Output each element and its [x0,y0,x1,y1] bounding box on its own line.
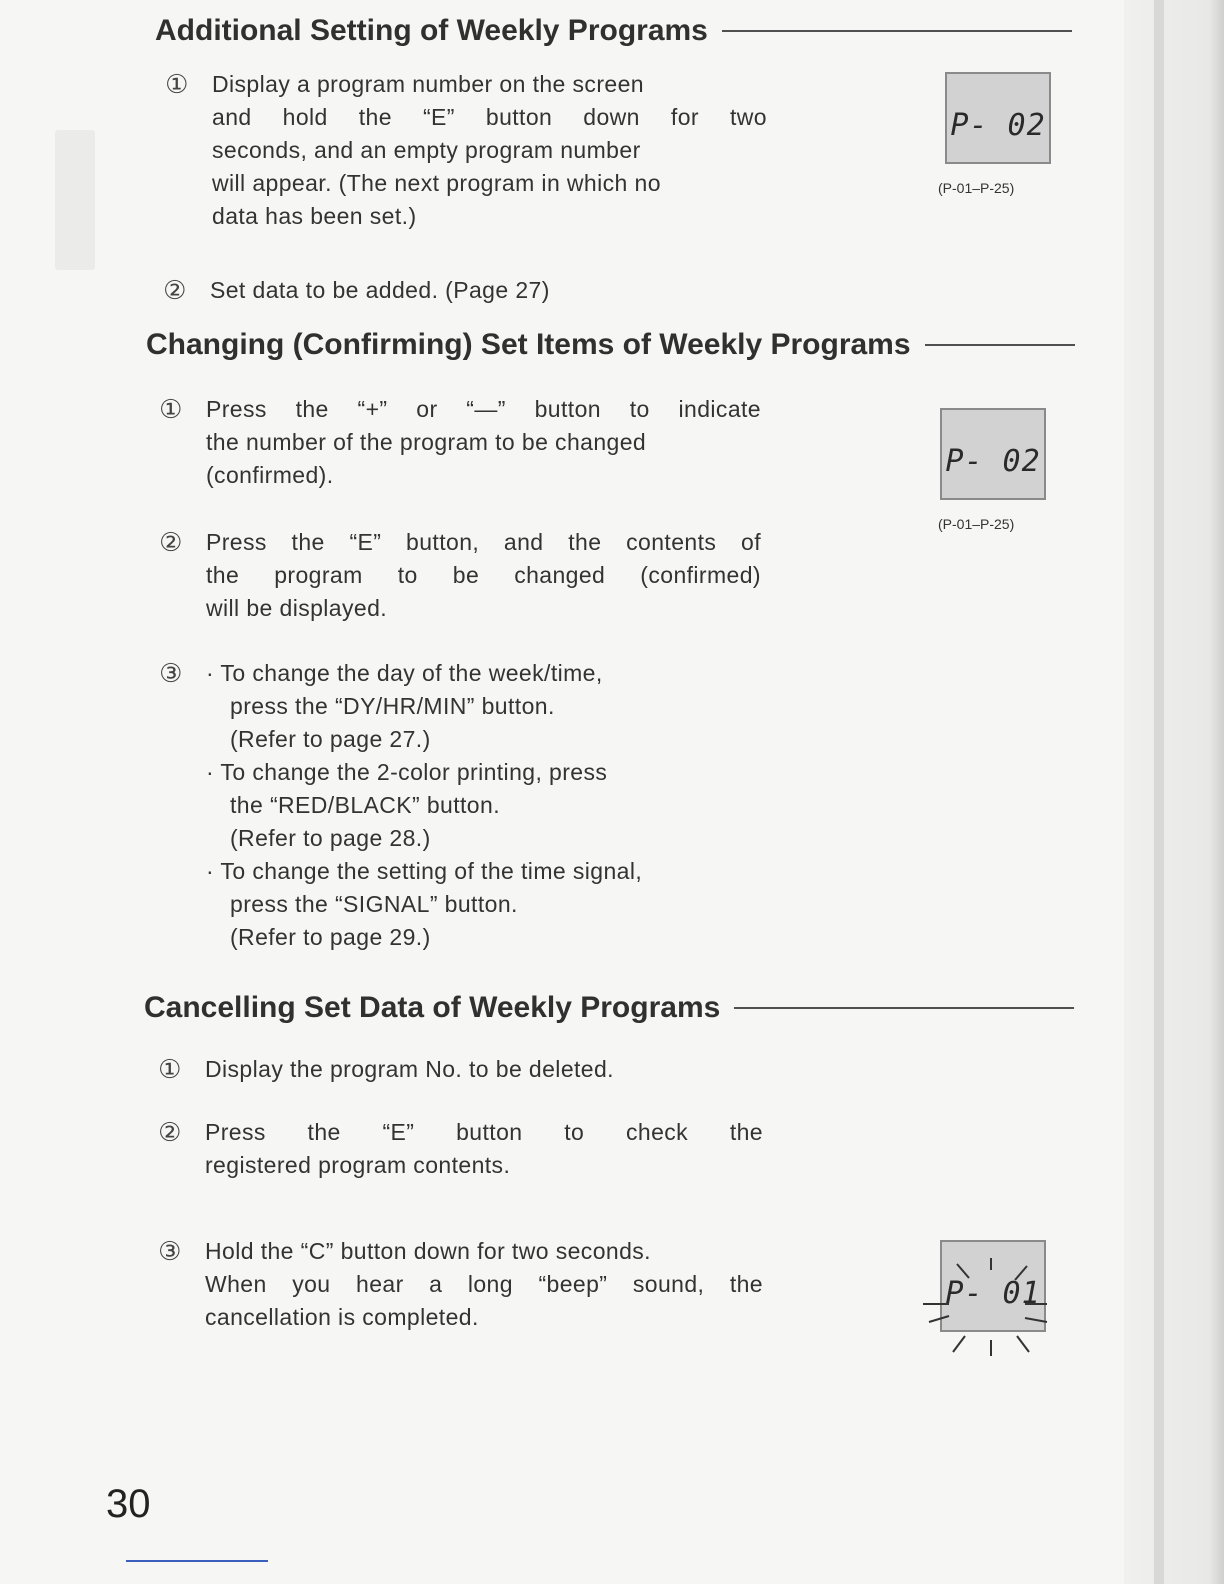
step-text: Press the “E” button, and the contents of [206,529,761,555]
lcd-range-label: (P-01–P-25) [938,180,1015,196]
page-edge-shadow [1154,0,1164,1584]
step-number: ② [159,527,183,557]
section-title-changing [146,328,1075,362]
step-number: ① [158,1054,182,1084]
bullet-text: · To change the 2-color printing, press [206,759,608,785]
blink-rays-icon [915,1240,1055,1370]
lcd-range-label: (P-01–P-25) [938,516,1015,532]
section-title-additional-setting [155,14,1072,48]
bullet-text: · To change the day of the week/time, [206,660,603,686]
section-title-text: Additional Setting of Weekly Programs [155,14,708,47]
step-text: (confirmed). [206,462,334,488]
step-number: ③ [158,1236,182,1266]
bullet-text: the “RED/BLACK” button. [230,792,500,818]
step-text: Display a program number on the screen [212,71,644,97]
bleed-through-edge [1124,0,1224,1584]
section-title-cancelling [144,991,1074,1025]
step-number: ① [159,394,183,424]
section-rule [722,30,1072,32]
section-title-text: Changing (Confirming) Set Items of Weekly Programs [146,328,911,361]
step-text: Set data to be added. (Page 27) [210,277,550,303]
step-text: will be displayed. [206,595,388,621]
step-1 [158,1053,760,1086]
lcd-display [940,408,1046,500]
lcd-display [945,72,1051,164]
step-number: ① [165,69,189,99]
section-rule [925,344,1075,346]
step-text: Hold the “C” button down for two seconds. [205,1238,651,1264]
lcd-readout: P- 01 [945,1275,1041,1311]
bullet-text: press the “DY/HR/MIN” button. [230,693,555,719]
step-2 [159,526,761,625]
step-3 [158,1235,763,1334]
bottom-link-underline [126,1560,268,1562]
step-text: seconds, and an empty program number [212,137,641,163]
step-text: When you hear a long “beep” sound, the [205,1271,763,1297]
step-text: will appear. (The next program in which no [212,170,661,196]
page-number: 30 [106,1482,151,1526]
step-text: and hold the “E” button down for two [212,104,767,130]
step-text: Display the program No. to be deleted. [205,1056,614,1082]
step-text: Press the “+” or “—” button to indicate [206,396,761,422]
step-number: ② [158,1117,182,1147]
step-text: cancellation is completed. [205,1304,479,1330]
bleed-through-mark [55,130,95,270]
step-2 [163,274,550,307]
step-text: registered program contents. [205,1152,511,1178]
step-text: data has been set.) [212,203,417,229]
step-text: Press the “E” button to check the [205,1119,763,1145]
bullet-text: · To change the setting of the time signal, [206,858,643,884]
step-text: the program to be changed (confirmed) [206,562,761,588]
bullet-text: (Refer to page 27.) [230,726,431,752]
bullet-text: press the “SIGNAL” button. [230,891,518,917]
bullet-text: (Refer to page 28.) [230,825,431,851]
lcd-readout: P- 02 [950,107,1046,143]
step-number: ③ [159,658,183,688]
lcd-readout: P- 02 [945,443,1041,479]
step-1 [159,393,761,492]
bullet-text: (Refer to page 29.) [230,924,431,950]
step-2 [158,1116,763,1182]
section-rule [734,1007,1074,1009]
step-number: ② [163,275,187,305]
step-3 [159,657,761,954]
section-title-text: Cancelling Set Data of Weekly Programs [144,991,721,1024]
step-text: the number of the program to be changed [206,429,647,455]
step-1 [165,68,767,233]
